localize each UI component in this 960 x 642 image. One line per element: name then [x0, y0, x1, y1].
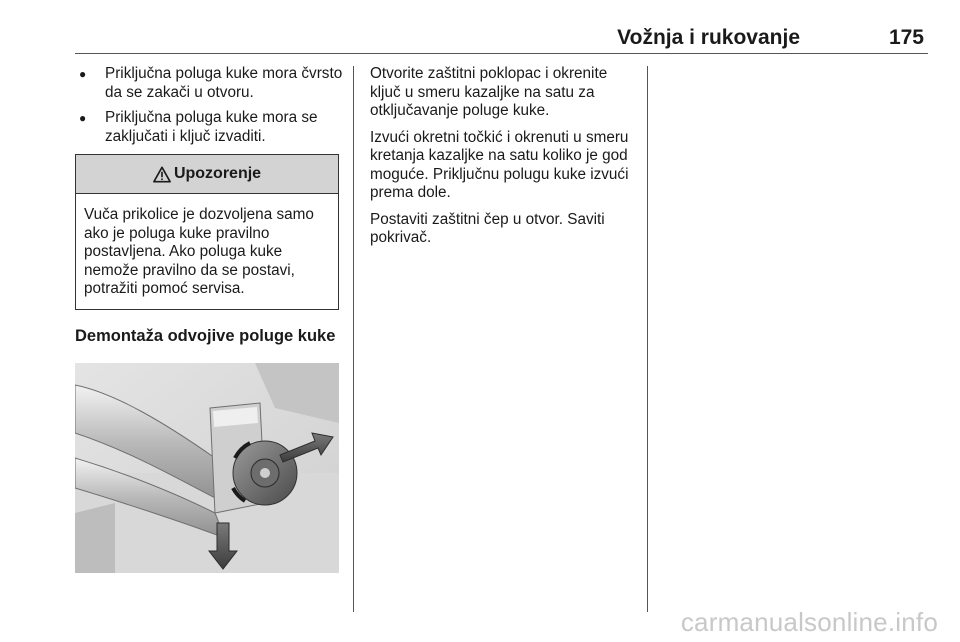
header-rule: [75, 53, 928, 54]
left-column: [75, 65, 343, 573]
bullet-item: ● Priključna poluga kuke mora čvrsto da se zakači u otvoru.: [75, 65, 343, 102]
bullet-list: [75, 65, 343, 146]
column-divider-1: [353, 66, 354, 612]
instruction-paragraph: Otvorite zaštitni poklopac i okrenite ključ u smeru kazaljke na satu za otključavanje poluge kuke.: [370, 65, 608, 119]
page-header-title: Vožnja i rukovanje: [617, 26, 800, 49]
tow-hook-removal-illustration: [75, 363, 339, 573]
warning-title: Upozorenje: [173, 164, 262, 182]
section-heading: Demontaža odvojive poluge kuke: [75, 326, 336, 345]
bullet-item: ● Priključna poluga kuke mora se zaključati i ključ izvaditi.: [75, 109, 343, 146]
warning-body: Vuča prikolice je dozvoljena samo ako je poluga kuke pravilno postavljena. Ako poluga kuke nemože pravilno da se postavi, potražiti pomoć servisa.: [84, 206, 314, 297]
instruction-paragraph: Izvući okretni točkić i okrenuti u smeru kretanja kazaljke na satu koliko je god moguće. Priključnu polugu kuke izvući prema dole.: [370, 128, 629, 201]
warning-triangle-icon: [153, 166, 171, 183]
instruction-paragraph: Postaviti zaštitni čep u otvor. Saviti pokrivač.: [370, 210, 605, 246]
right-column: [370, 65, 635, 256]
column-divider-2: [647, 66, 648, 612]
warning-header: [76, 155, 338, 194]
watermark: carmanualsonline.info: [680, 607, 938, 637]
page-number: 175: [888, 26, 924, 49]
warning-box: [75, 154, 339, 310]
